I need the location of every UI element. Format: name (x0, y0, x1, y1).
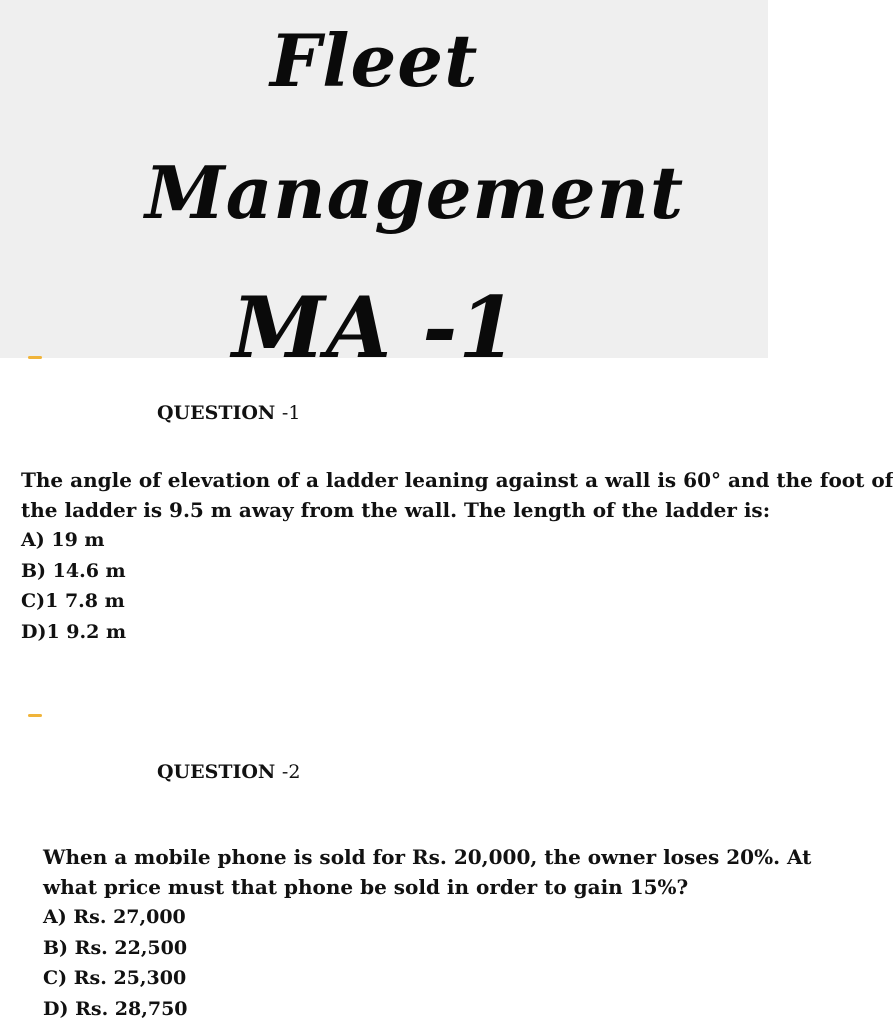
accent-mark (28, 356, 42, 359)
question-number: -2 (281, 761, 301, 783)
question-stem-line: The angle of elevation of a ladder leaning against a wall is 60° and the foot of (21, 468, 893, 492)
option-a: A) 19 m (21, 529, 105, 551)
question-stem-line: the ladder is 9.5 m away from the wall. The length of the ladder is: (21, 498, 771, 522)
option-b: B) 14.6 m (21, 559, 126, 582)
question-heading-label: QUESTION (157, 402, 276, 424)
option-c: C) Rs. 25,300 (43, 967, 187, 989)
question-heading-label: QUESTION (157, 761, 276, 783)
option-a: A) Rs. 27,000 (43, 906, 186, 928)
question-stem-line: When a mobile phone is sold for Rs. 20,000, the owner loses 20%. At (43, 845, 812, 869)
option-b: B) Rs. 22,500 (43, 936, 188, 959)
title-line-3: MA -1 (232, 278, 518, 377)
answer-options (43, 902, 188, 1024)
question-number: -1 (281, 402, 301, 424)
question-stem (21, 465, 893, 525)
answer-options (21, 525, 126, 647)
option-d: D) Rs. 28,750 (43, 997, 188, 1020)
question-heading (157, 402, 300, 424)
question-stem-line: what price must that phone be sold in order to gain 15%? (43, 875, 689, 899)
question-stem (43, 842, 811, 902)
option-d: D)1 9.2 m (21, 620, 127, 643)
title-line-1: Fleet (270, 18, 479, 103)
title-line-2: Management (145, 150, 685, 235)
title-banner (0, 0, 768, 377)
question-heading (157, 761, 300, 783)
accent-mark (28, 714, 42, 717)
option-c: C)1 7.8 m (21, 590, 125, 612)
